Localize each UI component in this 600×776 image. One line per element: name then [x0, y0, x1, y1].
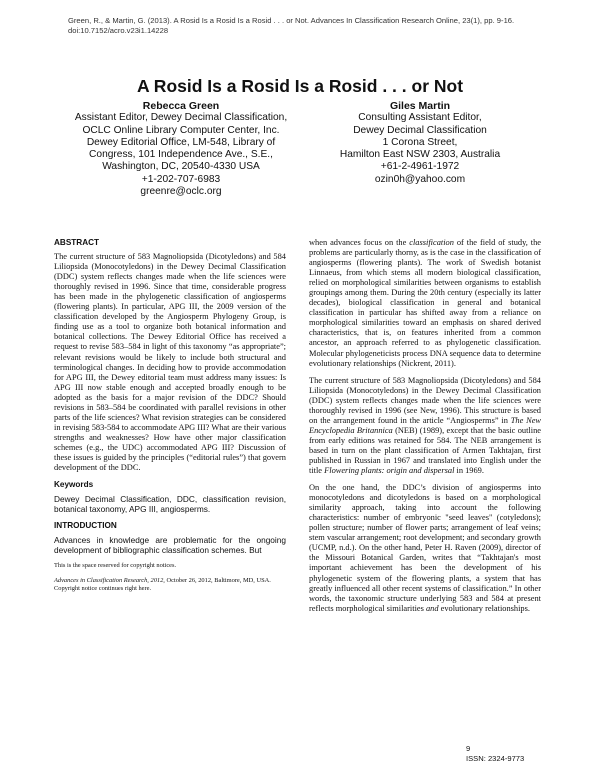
page-number: 9	[466, 744, 471, 753]
abstract-heading: ABSTRACT	[54, 238, 100, 247]
doi-line: doi:10.7152/acro.v23i1.14228	[68, 26, 169, 35]
copyright-reserved: This is the space reserved for copyright notices.	[54, 562, 177, 570]
text-run: of the field of study, the problems are particularly thorny, as is the case in the classification of angiosperms (flowering plants). The work of Swedish botanist Linnaeus, from which stems all modern biological classification, relied on morphological similarities between organisms to establish groupings among them. During the 20th century (especially its latter decades), biological classification in general and botanical classification in particular has shifted away from a reliance on morphological similarities toward an emphasis on shared derived characteristics, that is, on features inherited from a common ancestor, an approach referred to as phylogenetic classification. Molecular phylogeneticists process DNA sequence data to determine evolutionary relationships (Nickrent, 2011).	[309, 238, 542, 368]
issn: ISSN: 2324-9773	[466, 753, 525, 763]
text-run: (NEB) (1989), except that the basic outline from early editions was retained for 584. The NEB arrangement is based in turn on the plant classification of Armen Takhtajan, first published in Russian in 1967 and translated into English under the title	[309, 425, 541, 476]
introduction-text: Advances in knowledge are problematic for the ongoing development of bibliographic classification schemes. But	[54, 535, 286, 556]
author-address-line: Dewey Editorial Office, LM-548, Library of	[86, 136, 276, 148]
right-column	[309, 238, 541, 621]
author-block-1	[66, 100, 296, 198]
author-address-line: Hamilton East NSW 2303, Australia	[339, 149, 501, 161]
author-address-line: Washington, DC, 20540-4330 USA	[102, 161, 260, 173]
author-name: Giles Martin	[389, 100, 451, 112]
author-affiliation-line: OCLC Online Library Computer Center, Inc.	[82, 124, 280, 136]
text-run: in 1969.	[454, 466, 484, 476]
emphasis: The New Encyclopedia Britannica	[309, 415, 541, 435]
keywords-heading: Keywords	[54, 480, 94, 490]
paper-title: A Rosid Is a Rosid Is a Rosid . . . or Not	[136, 76, 464, 96]
author-affiliation-line: Assistant Editor, Dewey Decimal Classification,	[74, 112, 288, 124]
author-email: ozin0h@yahoo.com	[374, 173, 466, 185]
copyright-continues: Copyright notice continues right here.	[54, 585, 152, 593]
venue-name: Advances in Classification Research, 2012,	[54, 577, 165, 585]
body-paragraph	[309, 238, 541, 369]
author-email: greenre@oclc.org	[140, 186, 222, 198]
author-block-2	[305, 100, 535, 186]
author-address-line: Congress, 101 Independence Ave., S.E.,	[89, 149, 273, 161]
author-affiliation-line: Dewey Decimal Classification	[353, 124, 487, 136]
author-phone: +1-202-707-6983	[141, 173, 221, 185]
introduction-heading: INTRODUCTION	[54, 521, 117, 531]
text-run: The current structure of 583 Magnoliopsida (Dicotyledons) and 584 Liliopsida (Monocotyledons) in the Dewey Decimal Classification (DDC) system reflects changes made when the life sciences were thoroughly revised in 1996 (see New, 1996). This structure is based on the arrangement found in the article “Angiosperms” in	[309, 375, 541, 425]
text-run: evolutionary relationships.	[438, 603, 530, 613]
author-address-line: 1 Corona Street,	[382, 136, 458, 148]
left-column	[54, 238, 286, 600]
emphasis: Flowering plants: origin and dispersal	[324, 466, 455, 476]
emphasis: classification	[409, 238, 454, 247]
venue-details: October 26, 2012, Baltimore, MD, USA.	[164, 577, 271, 585]
emphasis: and	[425, 603, 439, 613]
text-run: when advances focus on the	[309, 238, 410, 247]
text-run: On the one hand, the DDC’s division of angiosperms into monocotyledons and dicotyledons is based on a morphological similarity approach, taking into account the following characteristics: number of embryonic "seed leaves" (cotyledons); pollen structure; number of flower parts; arrangement of leaf veins; stem vascular arrangement; root development; and secondary growth (UCMP, n.d.). On the other hand, Peter H. Raven (2009), director of the Missouri Botanical Garden, writes that “Takhtajan's most important achievement has been the development of his phylogenetic system of the flowering plants, a system that has greatly influenced all other recent systems of classification.” In other words, the taxonomic structure underlying 583 and 584 at present reflects morphological similarities	[309, 483, 541, 613]
body-paragraph	[309, 483, 541, 614]
author-phone: +61-2-4961-1972	[380, 161, 460, 173]
abstract-text: The current structure of 583 Magnoliopsida (Dicotyledons) and 584 Liliopsida (Monocotyledons) in the Dewey Decimal Classification (DDC) system reflects changes made when the life sciences were thoroughly revised in 1996. Since that time, considerable progress has been made in the phylogenetic classification of angiosperms (flowering plants). In particular, APG III, the 2009 version of the classification developed by the Angiosperm Phylogeny Group, is finding use as a tool to organize both botanical information and botanical collections. The Dewey Editorial Office has received a request to revise 583–584 in light of this taxonomy “as appropriate”; relevant revisions would be likely to include both structural and terminological changes. In deciding how to provide accommodation for APG III, the Dewey editorial team must address many issues: Is APG III now stable enough and accepted broadly enough to be adopted as the basis for a major revision of the DDC? Should revisions in 583–584 be coordinated with parallel revisions in other parts of the life sciences? What revision strategies can be considered in revising 583-584 to accommodate APG III? What are their various strengths and weaknesses? How have other major classification schemes (e.g., the UDC) accommodated APG III? Discussion of these issues is guided by the principles (“editorial rules”) that govern development of the DDC.	[54, 252, 286, 473]
citation-line: Green, R., & Martin, G. (2013). A Rosid Is a Rosid Is a Rosid . . . or Not. Advances In Classification Research Online, 23(1), pp. 9-16.	[68, 16, 515, 25]
author-name: Rebecca Green	[142, 100, 220, 112]
page-footer	[466, 744, 524, 763]
copyright-venue	[54, 577, 286, 593]
body-paragraph	[309, 376, 541, 476]
author-affiliation-line: Consulting Assistant Editor,	[358, 112, 482, 124]
citation-header	[68, 16, 548, 36]
keywords-text: Dewey Decimal Classification, DDC, classification revision, botanical taxonomy, APG III, angiosperms.	[54, 494, 286, 515]
